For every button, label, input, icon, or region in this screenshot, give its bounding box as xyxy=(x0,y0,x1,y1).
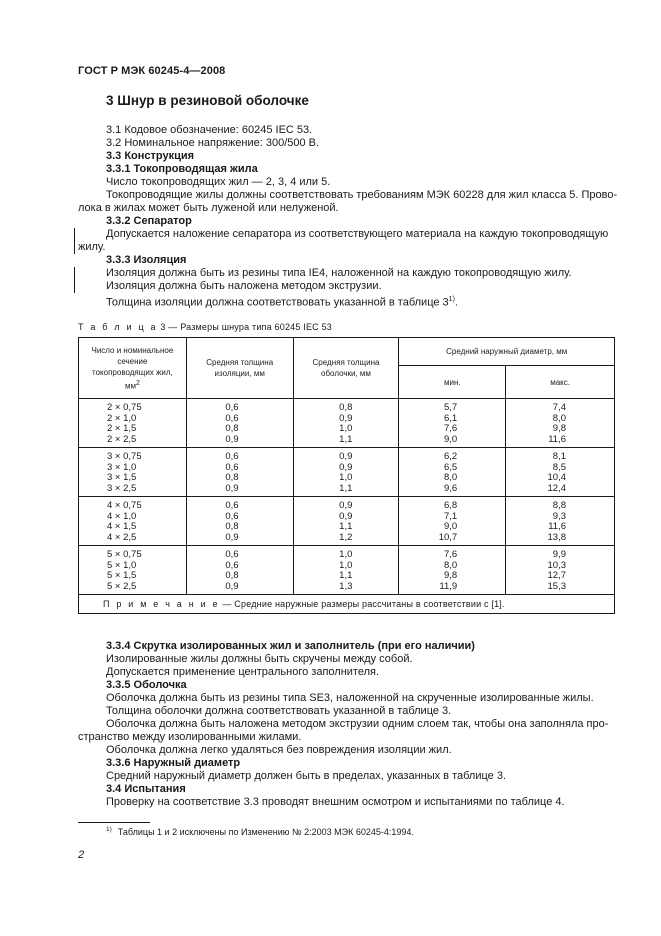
cell-sheath-column xyxy=(293,497,399,546)
cell-max-diameter: 10,4 xyxy=(547,472,566,483)
cell-sheath: 1,0 xyxy=(339,559,353,571)
table-row-group xyxy=(79,448,615,497)
cell-insulation: 0,8 xyxy=(225,472,239,483)
header-outer-diameter: Средний наружный диаметр, мм xyxy=(399,338,615,366)
cell-min-diameter: 6,1 xyxy=(443,412,458,424)
cell-insulation: 0,6 xyxy=(225,559,239,571)
cell-min-diameter: 9,0 xyxy=(443,521,458,532)
cell-min-diameter-column xyxy=(399,399,506,448)
cell-insulation: 0,8 xyxy=(225,521,239,532)
cell-insulation: 0,9 xyxy=(225,482,239,494)
cell-size: 2 × 1,5 xyxy=(107,423,137,434)
cell-insulation: 0,6 xyxy=(225,549,239,560)
change-bar xyxy=(74,267,75,293)
cell-insulation: 0,6 xyxy=(225,500,239,511)
paragraph-3-1: 3.1 Кодовое обозначение: 60245 IEC 53. xyxy=(106,124,313,136)
cell-size: 3 × 2,5 xyxy=(107,482,137,494)
cell-size: 5 × 2,5 xyxy=(107,580,137,592)
cell-sheath: 1,1 xyxy=(339,482,353,494)
cell-insulation: 0,9 xyxy=(225,531,239,543)
cell-insulation: 0,9 xyxy=(225,433,239,445)
table-caption: Т а б л и ц а 3 — Размеры шнура типа 60245 IEC 53 xyxy=(78,322,332,332)
paragraph-3-3-3-b: Изоляция должна быть наложена методом экструзии. xyxy=(106,280,382,292)
cell-min-diameter: 9,0 xyxy=(443,433,458,445)
cell-max-diameter: 12,7 xyxy=(547,570,566,581)
cell-min-diameter: 5,7 xyxy=(443,402,458,413)
header-insulation: Средняя толщина изоляции, мм xyxy=(186,338,293,399)
cell-max-diameter: 8,0 xyxy=(552,412,566,424)
standard-header: ГОСТ Р МЭК 60245-4—2008 xyxy=(78,65,226,77)
paragraph-3-3-5-a: Оболочка должна быть из резины типа SE3, наложенной на скрученные изолированные жилы. xyxy=(106,692,594,704)
footnote-ref: 1) xyxy=(448,296,455,303)
cell-max-diameter-column xyxy=(506,399,615,448)
paragraph-3-3-5-c: Оболочка должна быть наложена методом экструзии одним слоем так, чтобы она заполняла про- xyxy=(106,718,609,730)
cell-max-diameter: 12,4 xyxy=(547,482,566,494)
cell-max-diameter: 10,3 xyxy=(547,559,566,571)
cell-insulation: 0,6 xyxy=(225,412,239,424)
cell-sheath: 0,8 xyxy=(339,402,353,413)
table-row-group xyxy=(79,399,615,448)
cell-size-column xyxy=(79,448,187,497)
header-min: мин. xyxy=(399,366,506,399)
cell-min-diameter: 8,0 xyxy=(443,559,458,571)
header-conductors: Число и номинальное сечение токопроводящих жил, $мм^2$ xyxy=(79,338,187,399)
heading-3-3: 3.3 Конструкция xyxy=(106,150,195,162)
paragraph-3-3-5-d: странство между изолированными жилами. xyxy=(78,731,302,743)
cell-insulation: 0,8 xyxy=(225,570,239,581)
cell-max-diameter: 9,9 xyxy=(552,549,566,560)
cell-size: 3 × 1,0 xyxy=(107,461,137,473)
cell-min-diameter: 10,7 xyxy=(438,531,458,543)
cell-size: 5 × 0,75 xyxy=(107,549,142,560)
cell-max-diameter-column xyxy=(506,497,615,546)
paragraph-3-3-5-e: Оболочка должна легко удаляться без повреждения изоляции жил. xyxy=(106,744,452,756)
cell-sheath-column xyxy=(293,448,399,497)
cell-insulation: 0,8 xyxy=(225,423,239,434)
cell-insulation: 0,6 xyxy=(225,461,239,473)
footnote: $^{1)}$ Таблицы 1 и 2 исключены по Изменению № 2:2003 МЭК 60245-4:1994. xyxy=(106,826,414,837)
heading-3-3-2: 3.3.2 Сепаратор xyxy=(106,215,192,227)
cell-insulation: 0,6 xyxy=(225,402,239,413)
paragraph-3-3-4-a: Изолированные жилы должны быть скручены между собой. xyxy=(106,653,413,665)
cell-max-diameter: 9,8 xyxy=(552,423,566,434)
cell-insulation-column xyxy=(186,399,293,448)
cell-max-diameter-column xyxy=(506,448,615,497)
cell-size: 3 × 1,5 xyxy=(107,472,137,483)
paragraph-3-3-5-b: Толщина оболочки должна соответствовать указанной в таблице 3. xyxy=(106,705,452,717)
cell-max-diameter: 11,6 xyxy=(548,521,566,532)
cell-min-diameter: 9,8 xyxy=(443,570,458,581)
cell-sheath: 1,3 xyxy=(339,580,353,592)
cell-max-diameter-column xyxy=(506,546,615,595)
footnote-rule xyxy=(78,822,150,823)
header-sheath: Средняя толщина оболочки, мм xyxy=(293,338,399,399)
cell-max-diameter: 11,6 xyxy=(548,433,566,445)
cell-min-diameter: 11,9 xyxy=(439,580,458,592)
heading-3-3-5: 3.3.5 Оболочка xyxy=(106,679,187,691)
cell-insulation: 0,9 xyxy=(225,580,239,592)
cell-size: 4 × 1,0 xyxy=(107,510,137,522)
cell-size: 2 × 2,5 xyxy=(107,433,137,445)
cell-sheath: 1,0 xyxy=(339,472,353,483)
header-max: макс. xyxy=(506,366,615,399)
table-row-group xyxy=(79,546,615,595)
table-note: П р и м е ч а н и е — Средние наружные размеры рассчитаны в соответствии с [1]. xyxy=(79,595,615,614)
paragraph-3-3-3-c: Толщина изоляции должна соответствовать указанной в таблице 3$^{1)}$. xyxy=(106,296,458,309)
cell-max-diameter: 8,1 xyxy=(552,451,566,462)
cell-sheath: 0,9 xyxy=(339,500,353,511)
cell-min-diameter: 7,1 xyxy=(443,510,458,522)
paragraph-3-4-a: Проверку на соответствие 3.3 проводят внешним осмотром и испытаниями по таблице 4. xyxy=(106,796,565,808)
cell-size: 2 × 1,0 xyxy=(107,412,137,424)
cell-size-column xyxy=(79,546,187,595)
paragraph-3-2: 3.2 Номинальное напряжение: 300/500 В. xyxy=(106,137,320,149)
cell-insulation-column xyxy=(186,497,293,546)
cell-size-column xyxy=(79,497,187,546)
cell-size: 2 × 0,75 xyxy=(107,402,142,413)
cell-min-diameter-column xyxy=(399,497,506,546)
cell-max-diameter: 15,3 xyxy=(547,580,566,592)
heading-3-3-6: 3.3.6 Наружный диаметр xyxy=(106,757,241,769)
cell-max-diameter: 7,4 xyxy=(552,402,566,413)
cell-max-diameter: 9,3 xyxy=(552,510,566,522)
paragraph-3-3-1-c: лока в жилах может быть луженой или нелуженой. xyxy=(78,202,339,214)
cell-sheath: 1,1 xyxy=(339,433,353,445)
heading-3-3-1: 3.3.1 Токопроводящая жила xyxy=(106,163,258,175)
paragraph-3-3-1-b: Токопроводящие жилы должны соответствовать требованиям МЭК 60228 для жил класса 5. Прово- xyxy=(106,189,618,201)
cell-size: 4 × 1,5 xyxy=(107,521,137,532)
heading-3-3-4: 3.3.4 Скрутка изолированных жил и заполнитель (при его наличии) xyxy=(106,640,475,652)
cell-max-diameter: 8,8 xyxy=(552,500,566,511)
page-number: 2 xyxy=(78,849,85,861)
dimensions-table xyxy=(78,337,615,614)
cell-min-diameter-column xyxy=(399,546,506,595)
section-title: 3 Шнур в резиновой оболочке xyxy=(106,93,309,108)
cell-sheath: 0,9 xyxy=(339,412,353,424)
cell-sheath: 1,2 xyxy=(339,531,353,543)
cell-sheath: 1,1 xyxy=(339,570,353,581)
cell-min-diameter: 7,6 xyxy=(443,423,458,434)
cell-sheath-column xyxy=(293,546,399,595)
cell-size: 4 × 2,5 xyxy=(107,531,137,543)
paragraph-3-3-3-a: Изоляция должна быть из резины типа IE4, наложенной на каждую токопроводящую жилу. xyxy=(106,267,572,279)
cell-sheath-column xyxy=(293,399,399,448)
heading-3-3-3: 3.3.3 Изоляция xyxy=(106,254,187,266)
cell-size: 4 × 0,75 xyxy=(107,500,142,511)
cell-sheath: 1,1 xyxy=(339,521,353,532)
cell-insulation: 0,6 xyxy=(225,510,239,522)
cell-min-diameter: 9,6 xyxy=(443,482,458,494)
cell-size: 3 × 0,75 xyxy=(107,451,142,462)
cell-min-diameter: 7,6 xyxy=(443,549,458,560)
cell-min-diameter: 6,2 xyxy=(443,451,458,462)
cell-sheath: 0,9 xyxy=(339,510,353,522)
paragraph-3-3-2-b: жилу. xyxy=(78,241,106,253)
heading-3-4: 3.4 Испытания xyxy=(106,783,186,795)
cell-sheath: 1,0 xyxy=(339,423,353,434)
paragraph-3-3-2-a: Допускается наложение сепаратора из соответствующего материала на каждую токопроводящую xyxy=(106,228,609,240)
cell-sheath: 0,9 xyxy=(339,451,353,462)
cell-insulation: 0,6 xyxy=(225,451,239,462)
cell-max-diameter: 8,5 xyxy=(552,461,566,473)
cell-size: 5 × 1,5 xyxy=(107,570,137,581)
paragraph-3-3-4-b: Допускается применение центрального заполнителя. xyxy=(106,666,380,678)
cell-size: 5 × 1,0 xyxy=(107,559,137,571)
paragraph-3-3-6-a: Средний наружный диаметр должен быть в пределах, указанных в таблице 3. xyxy=(106,770,507,782)
cell-sheath: 0,9 xyxy=(339,461,353,473)
paragraph-3-3-1-a: Число токопроводящих жил — 2, 3, 4 или 5. xyxy=(106,176,331,188)
cell-min-diameter: 6,8 xyxy=(443,500,458,511)
cell-max-diameter: 13,8 xyxy=(547,531,566,543)
cell-insulation-column xyxy=(186,546,293,595)
cell-sheath: 1,0 xyxy=(339,549,353,560)
table-row-group xyxy=(79,497,615,546)
cell-min-diameter: 8,0 xyxy=(443,472,458,483)
cell-min-diameter: 6,5 xyxy=(443,461,458,473)
cell-size-column xyxy=(79,399,187,448)
cell-insulation-column xyxy=(186,448,293,497)
change-bar xyxy=(74,228,75,254)
cell-min-diameter-column xyxy=(399,448,506,497)
